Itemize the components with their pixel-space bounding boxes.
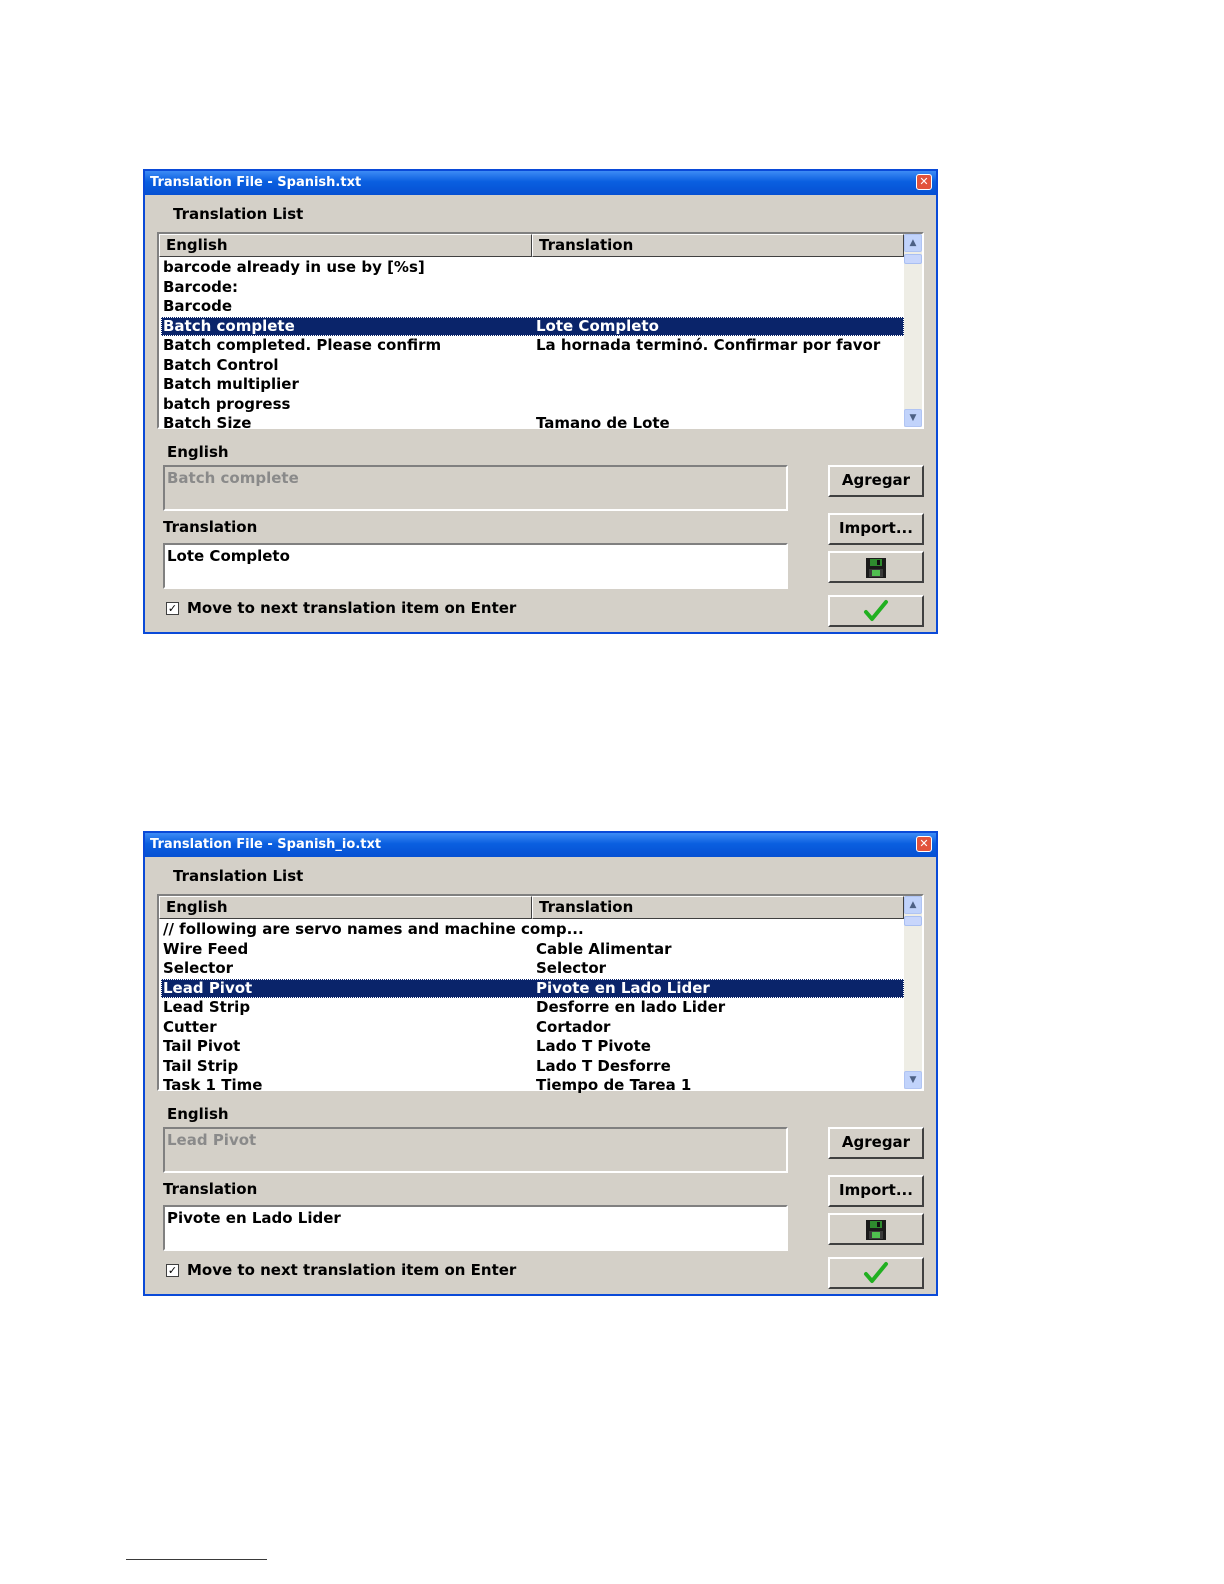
checkmark-icon [863, 1261, 889, 1285]
row-translation [536, 297, 904, 317]
footnote-separator [126, 1559, 267, 1560]
add-button[interactable]: Agregar [828, 465, 924, 497]
row-english: Wire Feed [163, 939, 249, 958]
row-translation [536, 375, 904, 395]
scrollbar-thumb[interactable] [904, 254, 922, 264]
move-next-label[interactable]: Move to next translation item on Enter [187, 1261, 517, 1279]
add-button[interactable]: Agregar [828, 1127, 924, 1159]
translation-field[interactable]: Lote Completo [163, 543, 788, 589]
checkmark-icon [863, 599, 889, 623]
row-english: Batch completed. Please confirm [163, 336, 442, 354]
floppy-disk-icon [865, 557, 887, 579]
scroll-down-arrow-icon[interactable]: ▼ [904, 1071, 922, 1089]
row-english: Tail Pivot [163, 1037, 241, 1055]
save-button[interactable] [828, 551, 924, 583]
translation-list-caption: Translation List [173, 867, 304, 885]
row-translation: La hornada terminó. Confirmar por favor [536, 336, 881, 354]
list-row-selected[interactable] [161, 317, 904, 337]
row-translation [536, 278, 904, 298]
translation-list-caption: Translation List [173, 205, 304, 223]
list-row[interactable] [161, 414, 904, 434]
list-rows [161, 258, 904, 432]
title-bar[interactable] [145, 833, 936, 857]
save-button[interactable] [828, 1213, 924, 1245]
english-label: English [167, 1105, 229, 1123]
row-english: Cutter [163, 1017, 217, 1036]
row-english: Lead Pivot [163, 978, 253, 997]
list-row-selected[interactable] [161, 979, 904, 999]
translation-field[interactable]: Pivote en Lado Lider [163, 1205, 788, 1251]
list-row[interactable] [161, 356, 904, 376]
row-translation: Lado T Pivote [536, 1037, 651, 1055]
list-row[interactable] [161, 1037, 904, 1057]
list-row[interactable] [161, 395, 904, 415]
translation-list[interactable] [157, 232, 924, 432]
row-translation [536, 356, 904, 376]
english-field: Lead Pivot [163, 1127, 788, 1173]
list-row[interactable] [161, 998, 904, 1018]
translation-label: Translation [163, 518, 258, 536]
row-translation [536, 920, 904, 940]
row-translation: Cable Alimentar [536, 939, 672, 958]
floppy-disk-icon [865, 1219, 887, 1241]
row-translation: Selector [536, 959, 607, 977]
window-title: Translation File - Spanish.txt [150, 175, 362, 190]
list-row[interactable] [161, 375, 904, 395]
list-row[interactable] [161, 940, 904, 960]
import-button[interactable]: Import... [828, 513, 924, 545]
column-header-english[interactable]: English [159, 234, 532, 257]
english-field: Batch complete [163, 465, 788, 511]
row-english: Batch multiplier [163, 375, 299, 393]
row-translation: Desforre en lado Lider [536, 998, 726, 1016]
list-row[interactable] [161, 336, 904, 356]
column-header-translation[interactable]: Translation [532, 896, 904, 919]
vertical-scrollbar[interactable] [904, 234, 922, 427]
translation-dialog-spanish-io [143, 831, 938, 1296]
list-rows [161, 920, 904, 1094]
scroll-down-arrow-icon[interactable]: ▼ [904, 409, 922, 427]
scrollbar-thumb[interactable] [904, 916, 922, 926]
row-english: Tail Strip [163, 1056, 239, 1075]
row-translation [536, 395, 904, 415]
row-english: Selector [163, 959, 234, 977]
list-row[interactable] [161, 920, 904, 940]
column-header-english[interactable]: English [159, 896, 532, 919]
row-translation: Tiempo de Tarea 1 [536, 1076, 692, 1094]
list-header [159, 896, 904, 919]
row-translation: Lado T Desforre [536, 1056, 671, 1075]
list-header [159, 234, 904, 257]
row-english: Task 1 Time [163, 1076, 263, 1094]
row-english: Lead Strip [163, 998, 251, 1016]
list-row[interactable] [161, 258, 904, 278]
row-english: // following are servo names and machine comp... [163, 920, 584, 938]
row-translation [536, 258, 904, 278]
row-english: Batch Size [163, 414, 252, 432]
scroll-up-arrow-icon[interactable]: ▲ [904, 234, 922, 252]
row-english: barcode already in use by [%s] [163, 258, 425, 276]
row-english: Barcode: [163, 277, 239, 296]
import-button[interactable]: Import... [828, 1175, 924, 1207]
row-translation: Cortador [536, 1017, 611, 1036]
vertical-scrollbar[interactable] [904, 896, 922, 1089]
row-translation: Lote Completo [536, 316, 659, 335]
translation-dialog-spanish [143, 169, 938, 634]
row-english: Barcode [163, 297, 233, 315]
list-row[interactable] [161, 1057, 904, 1077]
ok-button[interactable] [828, 1257, 924, 1289]
close-icon[interactable]: ✕ [916, 836, 932, 852]
translation-label: Translation [163, 1180, 258, 1198]
column-header-translation[interactable]: Translation [532, 234, 904, 257]
move-next-checkbox[interactable]: ✓ [167, 1264, 178, 1277]
row-english: Batch complete [163, 316, 295, 335]
row-translation: Pivote en Lado Lider [536, 978, 710, 997]
list-row[interactable] [161, 297, 904, 317]
list-row[interactable] [161, 1018, 904, 1038]
move-next-checkbox[interactable]: ✓ [167, 602, 178, 615]
row-english: Batch Control [163, 355, 279, 374]
list-row[interactable] [161, 278, 904, 298]
row-translation: Tamano de Lote [536, 414, 670, 432]
ok-button[interactable] [828, 595, 924, 627]
row-english: batch progress [163, 394, 291, 413]
move-next-label[interactable]: Move to next translation item on Enter [187, 599, 517, 617]
close-icon[interactable]: ✕ [916, 174, 932, 190]
title-bar[interactable] [145, 171, 936, 195]
window-title: Translation File - Spanish_io.txt [150, 837, 382, 852]
list-row[interactable] [161, 1076, 904, 1096]
scroll-up-arrow-icon[interactable]: ▲ [904, 896, 922, 914]
list-row[interactable] [161, 959, 904, 979]
translation-list[interactable] [157, 894, 924, 1094]
english-label: English [167, 443, 229, 461]
